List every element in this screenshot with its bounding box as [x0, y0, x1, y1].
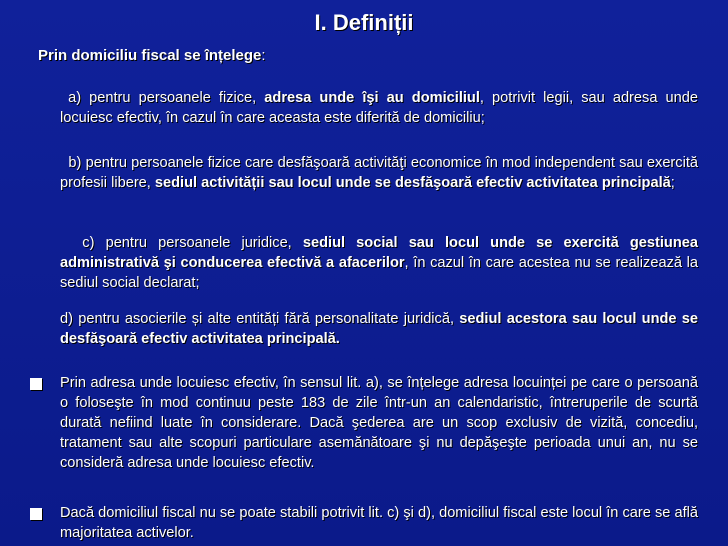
definition-d-text: d) pentru asocierile și alte entități fără personalitate juridică, — [60, 311, 460, 327]
definition-a-rest: , potrivit legii, sau adresa unde locuiesc efectiv, în cazul în care aceasta este diferită de domiciliu; — [60, 90, 698, 126]
definition-b-rest: ; — [670, 175, 675, 191]
definition-c-rest: , în cazul în care acestea nu se realizează la sediul social declarat; — [60, 255, 699, 291]
intro-line — [38, 47, 266, 64]
definition-b-bold: sediul activității sau locul unde se desfăşoară efectiv activitatea principală — [154, 175, 671, 191]
definition-a-bold: adresa unde îşi au domiciliul — [264, 90, 480, 106]
definition-b-text: b) pentru persoanele fizice care desfăşoară activităţi economice în mod independent sau exercită profesii libere, — [60, 155, 699, 191]
definition-b — [60, 153, 698, 193]
bullet-paragraph-2: Dacă domiciliul fiscal nu se poate stabili potrivit lit. c) şi d), domiciliul fiscal este locul în care se află majoritatea activelor. — [60, 505, 698, 541]
definition-d — [60, 309, 698, 349]
intro-colon: : — [261, 47, 266, 64]
definition-d-bold: sediul acestora sau locul unde se desfăşoară efectiv activitatea principală. — [60, 311, 699, 347]
square-bullet-icon — [30, 508, 42, 520]
definition-c-bold: sediul social sau locul unde se exercită gestiunea administrativă şi conducerea efectivă a afacerilor — [60, 235, 698, 271]
slide-title: I. Definiții — [314, 10, 414, 35]
bullet-paragraph-1: Prin adresa unde locuiesc efectiv, în sensul lit. a), se înțelege adresa locuinței pe care o persoană o foloseşte în mod continuu peste 183 de zile într-un an calendaristic, întreruperile de scurtă durată nefiind luate în considerare. Dacă şederea are un scop exclusiv de vizită, concediu, tratament sau alte scopuri particulare asemănătoare şi nu depăşeşte perioada unui an, nu se consideră adresa unde locuiesc efectiv. — [60, 375, 698, 471]
definition-a — [60, 88, 698, 128]
definition-c-text: c) pentru persoanele juridice, — [82, 235, 303, 251]
square-bullet-icon — [30, 378, 42, 390]
definition-a-text: a) pentru persoanele fizice, — [68, 90, 265, 106]
definition-c — [60, 233, 698, 293]
intro-text: Prin domiciliu fiscal se înțelege — [38, 47, 262, 64]
